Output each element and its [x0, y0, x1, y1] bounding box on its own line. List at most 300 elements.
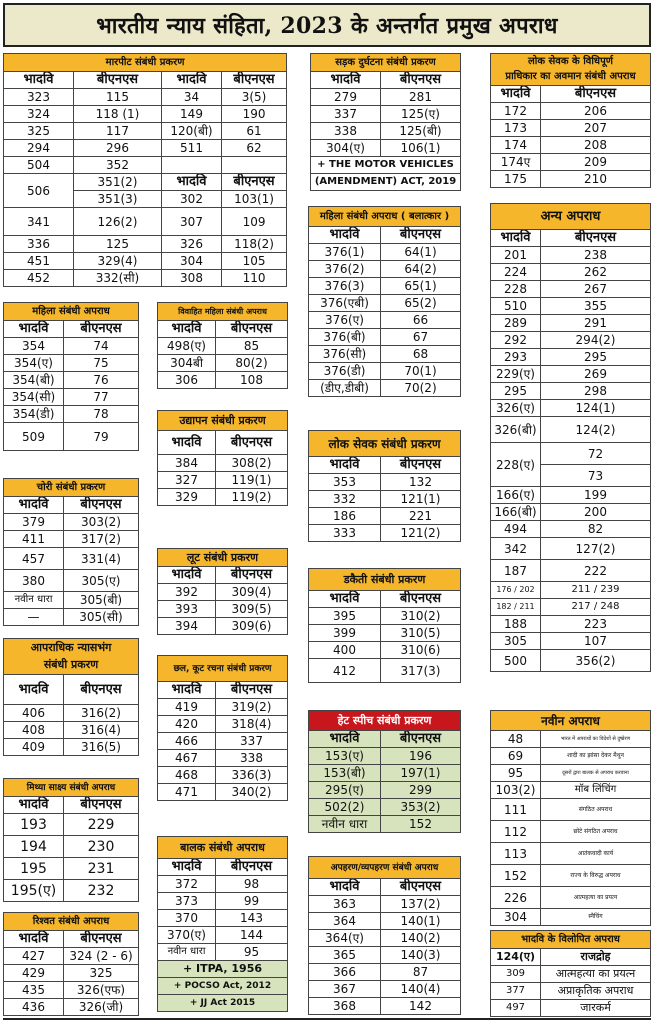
table-cell: 77 [64, 389, 139, 406]
table-cell: बीएनएस [64, 797, 139, 814]
table-cell: 318(4) [216, 716, 288, 733]
table-cell: 309(4) [216, 584, 288, 601]
table-cell: 354 [4, 338, 64, 355]
table-cell: प्राधिकार का अवमान संबंधी अपराध [491, 70, 651, 86]
table-cell: 69 [491, 748, 541, 765]
table-cell: 376(डी) [309, 363, 381, 380]
table-cell: 79 [64, 423, 139, 451]
table-cell: छोटे संगठित अपराध [541, 821, 651, 843]
table-cell: 326(बी) [491, 417, 541, 443]
table-cell: 201 [491, 247, 541, 264]
table-cell: भादवि [309, 227, 381, 244]
table-cell: मॉब लिंचिंग [541, 782, 651, 799]
table-cell: 325 [4, 123, 74, 140]
table-cell: बीएनएस [64, 321, 139, 338]
table-cell: 269 [541, 366, 651, 383]
table-cell: 435 [4, 982, 64, 999]
table-cell: 376(एबी) [309, 295, 381, 312]
table-cell: 174ए [491, 154, 541, 171]
table-cell: 511 [162, 140, 222, 157]
table-cell: 305(सी) [64, 609, 139, 626]
table-cell: 365 [309, 947, 381, 964]
table-cell: नवीन धारा [4, 592, 64, 609]
table-cell: 457 [4, 548, 64, 570]
table-cell: 62 [222, 140, 287, 157]
table-cell: 103(2) [491, 782, 541, 799]
table-cell: 80(2) [216, 355, 288, 372]
table-cell: 299 [381, 782, 461, 799]
table-cell: 302 [162, 191, 222, 208]
table-cell: 176 / 202 [491, 582, 541, 599]
table-cell: 502(2) [309, 799, 381, 816]
table-cell: 504 [4, 157, 74, 174]
sadak-table [310, 53, 461, 191]
mahila-balatkar-table [308, 206, 461, 397]
table-cell: 366 [309, 964, 381, 981]
table-cell: 394 [158, 618, 216, 635]
table-cell: भादवि [309, 457, 381, 474]
table-cell: नवीन अपराध [491, 711, 651, 731]
table-cell: 73 [541, 465, 651, 487]
table-cell: 355 [541, 298, 651, 315]
table-cell: 190 [222, 106, 287, 123]
table-cell: शादी का झांसा देकर मैथुन [541, 748, 651, 765]
table-cell: 108 [216, 372, 288, 389]
table-cell: 166(ए) [491, 487, 541, 504]
table-cell: 292 [491, 332, 541, 349]
table-cell: भादवि [158, 321, 216, 338]
table-cell: लूट संबंधी प्रकरण [158, 549, 288, 567]
table-cell: बीएनएस [541, 230, 651, 247]
table-cell: 173 [491, 120, 541, 137]
table-cell: 281 [381, 89, 461, 106]
table-cell: 152 [381, 816, 461, 833]
table-cell: बीएनएस [216, 859, 288, 876]
table-cell: 107 [541, 633, 651, 650]
table-cell: 332 [309, 491, 381, 508]
table-cell: सड़क दुर्घटना संबंधी प्रकरण [311, 54, 461, 72]
table-cell: 376(सी) [309, 346, 381, 363]
table-cell: 95 [216, 944, 288, 961]
table-cell: 370 [158, 910, 216, 927]
table-cell: 303(2) [64, 514, 139, 531]
table-cell: 420 [158, 716, 216, 733]
table-cell: 262 [541, 264, 651, 281]
table-cell: 338 [216, 750, 288, 767]
table-cell: 468 [158, 767, 216, 784]
table-cell: बीएनएस [381, 731, 461, 748]
mahila-table [3, 302, 139, 451]
table-cell: 174 [491, 137, 541, 154]
table-cell: 194 [4, 836, 64, 858]
table-cell: — [4, 609, 64, 626]
table-cell: 140(2) [381, 930, 461, 947]
mithya-table [3, 778, 139, 902]
table-cell: 119(1) [216, 472, 288, 489]
table-cell: 132 [381, 474, 461, 491]
table-cell: 323 [4, 89, 74, 106]
table-cell: 228 [491, 281, 541, 298]
table-cell: 113 [491, 843, 541, 865]
table-cell: 419 [158, 699, 216, 716]
nyasbhang-table [3, 638, 139, 756]
table-cell: 354(डी) [4, 406, 64, 423]
table-cell: 217 / 248 [541, 599, 651, 616]
anya-table [490, 203, 651, 672]
table-cell: 363 [309, 896, 381, 913]
table-cell: 65(2) [381, 295, 461, 312]
table-cell: 152 [491, 865, 541, 887]
table-cell: 34 [162, 89, 222, 106]
table-cell: 142 [381, 998, 461, 1015]
table-cell: 119(2) [216, 489, 288, 506]
table-cell: 364 [309, 913, 381, 930]
table-cell: भादवि [309, 731, 381, 748]
table-cell: 120(बी) [162, 123, 222, 140]
table-cell: 95 [491, 765, 541, 782]
table-cell: 393 [158, 601, 216, 618]
table-cell: 467 [158, 750, 216, 767]
table-cell: बीएनएस [64, 497, 139, 514]
table-cell: 429 [4, 965, 64, 982]
table-cell: अपहरण/व्यपहरण संबंधी अपराध [309, 857, 461, 879]
table-cell: 112 [491, 821, 541, 843]
table-cell: 310(2) [381, 608, 461, 625]
table-cell: 317(2) [64, 531, 139, 548]
table-cell: नवीन धारा [158, 944, 216, 961]
table-cell: 199 [541, 487, 651, 504]
table-cell: 452 [4, 270, 74, 287]
table-cell: 117 [74, 123, 162, 140]
table-cell: 340(2) [216, 784, 288, 801]
table-cell: 118 (1) [74, 106, 162, 123]
table-cell: 67 [381, 329, 461, 346]
table-cell: 376(2) [309, 261, 381, 278]
chori-table [3, 478, 139, 626]
table-cell: 153(बी) [309, 765, 381, 782]
table-cell: विवाहित महिला संबंधी अपराध [158, 303, 288, 321]
table-cell: भादवि [4, 675, 64, 705]
table-heading: मारपीट संबंधी प्रकरण [4, 54, 287, 72]
table-cell: 126(2) [74, 208, 162, 236]
table-cell: महिला संबंधी अपराध [4, 303, 139, 321]
table-cell: 230 [64, 836, 139, 858]
table-cell: 332(सी) [74, 270, 162, 287]
table-cell: 392 [158, 584, 216, 601]
table-cell: 327 [158, 472, 216, 489]
table-cell: 267 [541, 281, 651, 298]
table-cell: 400 [309, 642, 381, 659]
hate-speech-table [308, 710, 461, 833]
table-cell: दूसरों द्वारा बालक से अपराध करवाना [541, 765, 651, 782]
table-cell: 143 [216, 910, 288, 927]
table-cell: बीएनएस [381, 72, 461, 89]
table-cell: 193 [4, 814, 64, 836]
table-cell: 376(1) [309, 244, 381, 261]
table-cell: 293 [491, 349, 541, 366]
table-cell: 305(बी) [64, 592, 139, 609]
table-cell: 342 [491, 538, 541, 560]
table-cell: आतंकवादी कार्य [541, 843, 651, 865]
table-cell: 99 [216, 893, 288, 910]
table-cell: 115 [74, 89, 162, 106]
table-cell: 110 [222, 270, 287, 287]
table-cell: रिश्वत संबंधी अपराध [4, 913, 139, 931]
table-cell: 308(2) [216, 455, 288, 472]
table-cell: 172 [491, 103, 541, 120]
table-cell: 200 [541, 504, 651, 521]
table-cell: बीएनएस [541, 86, 651, 103]
table-cell: 305(ए) [64, 570, 139, 592]
table-cell: भादवि [491, 230, 541, 247]
table-cell: 149 [162, 106, 222, 123]
table-cell: 231 [64, 858, 139, 880]
table-cell: भादवि के विलोपित अपराध [491, 931, 651, 949]
table-cell: 291 [541, 315, 651, 332]
table-cell: 317(3) [381, 659, 461, 683]
table-cell: 466 [158, 733, 216, 750]
table-cell: 333 [309, 525, 381, 542]
table-cell: 187 [491, 560, 541, 582]
table-cell: 372 [158, 876, 216, 893]
table-cell: 307 [162, 208, 222, 236]
table-cell: 412 [309, 659, 381, 683]
table-cell: 436 [4, 999, 64, 1016]
table-cell: 226 [491, 887, 541, 909]
table-cell: 238 [541, 247, 651, 264]
table-cell: 370(ए) [158, 927, 216, 944]
table-cell: 509 [4, 423, 64, 451]
apaharan-table [308, 856, 461, 1015]
table-cell: 305 [491, 633, 541, 650]
footer-divider [3, 1018, 651, 1020]
table-cell: 109 [222, 208, 287, 236]
table-cell: 326(जी) [64, 999, 139, 1016]
table-cell: 326(एफ) [64, 982, 139, 999]
rishwat-table [3, 912, 139, 1016]
table-cell: 316(2) [64, 705, 139, 722]
table-cell: 85 [216, 338, 288, 355]
table-cell: 125(ए) [381, 106, 461, 123]
table-cell: संबंधी प्रकरण [4, 657, 139, 675]
table-cell: भारत में अपराधों का विदेशों से दुष्प्रेरण [541, 731, 651, 748]
table-cell: 289 [491, 315, 541, 332]
table-cell: भादवि [309, 591, 381, 608]
table-cell: हेट स्पीच संबंधी प्रकरण [309, 711, 461, 731]
table-cell: 316(4) [64, 722, 139, 739]
balak-table [157, 836, 288, 1012]
dakaiti-table [308, 568, 461, 683]
table-cell: 337 [311, 106, 381, 123]
table-cell: 48 [491, 731, 541, 748]
table-cell: बीएनएस [64, 931, 139, 948]
table-cell: 304 [162, 253, 222, 270]
table-cell: बीएनएस [216, 431, 288, 455]
table-cell: 304 [491, 909, 541, 926]
table-cell: 310(5) [381, 625, 461, 642]
table-cell: 353(2) [381, 799, 461, 816]
table-cell: 211 / 239 [541, 582, 651, 599]
table-cell: 82 [541, 521, 651, 538]
table-cell: 137(2) [381, 896, 461, 913]
naveen-table [490, 710, 651, 926]
table-cell: 295 [491, 383, 541, 400]
table-cell: 411 [4, 531, 64, 548]
table-cell: 206 [541, 103, 651, 120]
table-cell: 125(बी) [381, 123, 461, 140]
loot-table [157, 548, 288, 635]
table-cell: 72 [541, 443, 651, 465]
table-cell: 68 [381, 346, 461, 363]
vilopit-table [490, 930, 651, 1017]
table-cell: चोरी संबंधी प्रकरण [4, 479, 139, 497]
table-cell: 221 [381, 508, 461, 525]
table-cell: 279 [311, 89, 381, 106]
table-cell: 399 [309, 625, 381, 642]
table-cell: 427 [4, 948, 64, 965]
table-cell: भादवि [4, 497, 64, 514]
table-cell: 195(ए) [4, 880, 64, 902]
table-cell: 336(3) [216, 767, 288, 784]
table-cell: 451 [4, 253, 74, 270]
table-cell: 364(ए) [309, 930, 381, 947]
table-cell: 510 [491, 298, 541, 315]
table-cell: (AMENDMENT) ACT, 2019 [311, 174, 461, 191]
table-cell: 308 [162, 270, 222, 287]
table-cell: 232 [64, 880, 139, 902]
table-cell: उद्यापन संबंधी प्रकरण [158, 411, 288, 431]
table-cell: भादवि [158, 567, 216, 584]
table-cell: 351(2) [74, 174, 162, 191]
table-cell: भादवि [491, 86, 541, 103]
table-cell: बीएनएस [222, 72, 287, 89]
table-cell: 78 [64, 406, 139, 423]
table-cell: आत्महत्या का प्रयत्न [541, 887, 651, 909]
table-cell: 353 [309, 474, 381, 491]
udyapan-table [157, 410, 288, 506]
table-cell: 337 [216, 733, 288, 750]
table-cell: 103(1) [222, 191, 287, 208]
table-cell: 140(1) [381, 913, 461, 930]
table-cell: 341 [4, 208, 74, 236]
table-cell: 229 [64, 814, 139, 836]
table-cell: 352 [74, 157, 162, 174]
table-cell: 65(1) [381, 278, 461, 295]
table-cell: बीएनएस [381, 591, 461, 608]
table-cell: 354(ए) [4, 355, 64, 372]
table-cell: 377 [491, 983, 541, 1000]
table-cell: 356(2) [541, 650, 651, 672]
table-cell: राज्य के विरुद्ध अपराध [541, 865, 651, 887]
table-cell: 98 [216, 876, 288, 893]
table-cell: 87 [381, 964, 461, 981]
table-cell: 373 [158, 893, 216, 910]
table-cell: बीएनएस [216, 321, 288, 338]
table-cell: छल, कूट रचना संबंधी प्रकरण [158, 656, 288, 682]
table-cell: 105 [222, 253, 287, 270]
table-cell: बीएनएस [74, 72, 162, 89]
table-cell: 506 [4, 174, 74, 208]
table-cell: डकैती संबंधी प्रकरण [309, 569, 461, 591]
table-cell: 338 [311, 123, 381, 140]
table-cell: 295(ए) [309, 782, 381, 799]
table-cell: 222 [541, 560, 651, 582]
table-cell: बीएनएस [216, 682, 288, 699]
table-cell: 354(सी) [4, 389, 64, 406]
table-cell: 329 [158, 489, 216, 506]
table-cell [162, 157, 222, 174]
table-cell: बालक संबंधी अपराध [158, 837, 288, 859]
table-cell: 144 [216, 927, 288, 944]
table-cell: 186 [309, 508, 381, 525]
table-cell: 207 [541, 120, 651, 137]
table-cell: 406 [4, 705, 64, 722]
table-cell: 319(2) [216, 699, 288, 716]
table-cell: 140(3) [381, 947, 461, 964]
table-cell: 309 [491, 966, 541, 983]
table-cell: भादवि [309, 879, 381, 896]
loksevak-vidhi-table [490, 53, 651, 188]
table-cell [222, 157, 287, 174]
table-cell: महिला संबंधी अपराध ( बलात्कार ) [309, 207, 461, 227]
table-cell: 310(6) [381, 642, 461, 659]
table-cell: 306 [158, 372, 216, 389]
table-cell: बीएनएस [381, 457, 461, 474]
table-cell: 326 [162, 236, 222, 253]
table-cell: संगठित अपराध [541, 799, 651, 821]
table-cell: लोक सेवक के विधिपूर्ण [491, 54, 651, 70]
table-cell: 140(4) [381, 981, 461, 998]
chhal-table [157, 655, 288, 801]
table-cell: 294 [4, 140, 74, 157]
table-cell: 153(ए) [309, 748, 381, 765]
table-cell: 175 [491, 171, 541, 188]
table-cell: 384 [158, 455, 216, 472]
table-cell: बीएनएस [381, 879, 461, 896]
table-cell: 296 [74, 140, 162, 157]
table-cell: 228(ए) [491, 443, 541, 487]
table-cell: 64(1) [381, 244, 461, 261]
table-cell: 182 / 211 [491, 599, 541, 616]
table-cell: बीएनएस [222, 174, 287, 191]
table-cell: 124(2) [541, 417, 651, 443]
table-cell: भादवि [4, 321, 64, 338]
table-cell: 224 [491, 264, 541, 281]
table-cell: 70(2) [381, 380, 461, 397]
table-cell: 3(5) [222, 89, 287, 106]
table-cell: 188 [491, 616, 541, 633]
loksevak-table [308, 430, 461, 542]
table-cell: 229(ए) [491, 366, 541, 383]
table-cell: 309(6) [216, 618, 288, 635]
table-cell: 309(5) [216, 601, 288, 618]
table-cell: अन्य अपराध [491, 204, 651, 230]
table-cell: 351(3) [74, 191, 162, 208]
table-cell: 324 (2 - 6) [64, 948, 139, 965]
table-cell: 223 [541, 616, 651, 633]
table-cell: 197(1) [381, 765, 461, 782]
table-cell: 380 [4, 570, 64, 592]
table-cell: 471 [158, 784, 216, 801]
table-cell: अप्राकृतिक अपराध [541, 983, 651, 1000]
table-cell: 497 [491, 1000, 541, 1017]
table-cell: 74 [64, 338, 139, 355]
table-cell: मिथ्या साक्ष्य संबंधी अपराध [4, 779, 139, 797]
table-cell: 121(1) [381, 491, 461, 508]
table-cell: 331(4) [64, 548, 139, 570]
table-cell: भादवि [158, 682, 216, 699]
table-cell: 118(2) [222, 236, 287, 253]
